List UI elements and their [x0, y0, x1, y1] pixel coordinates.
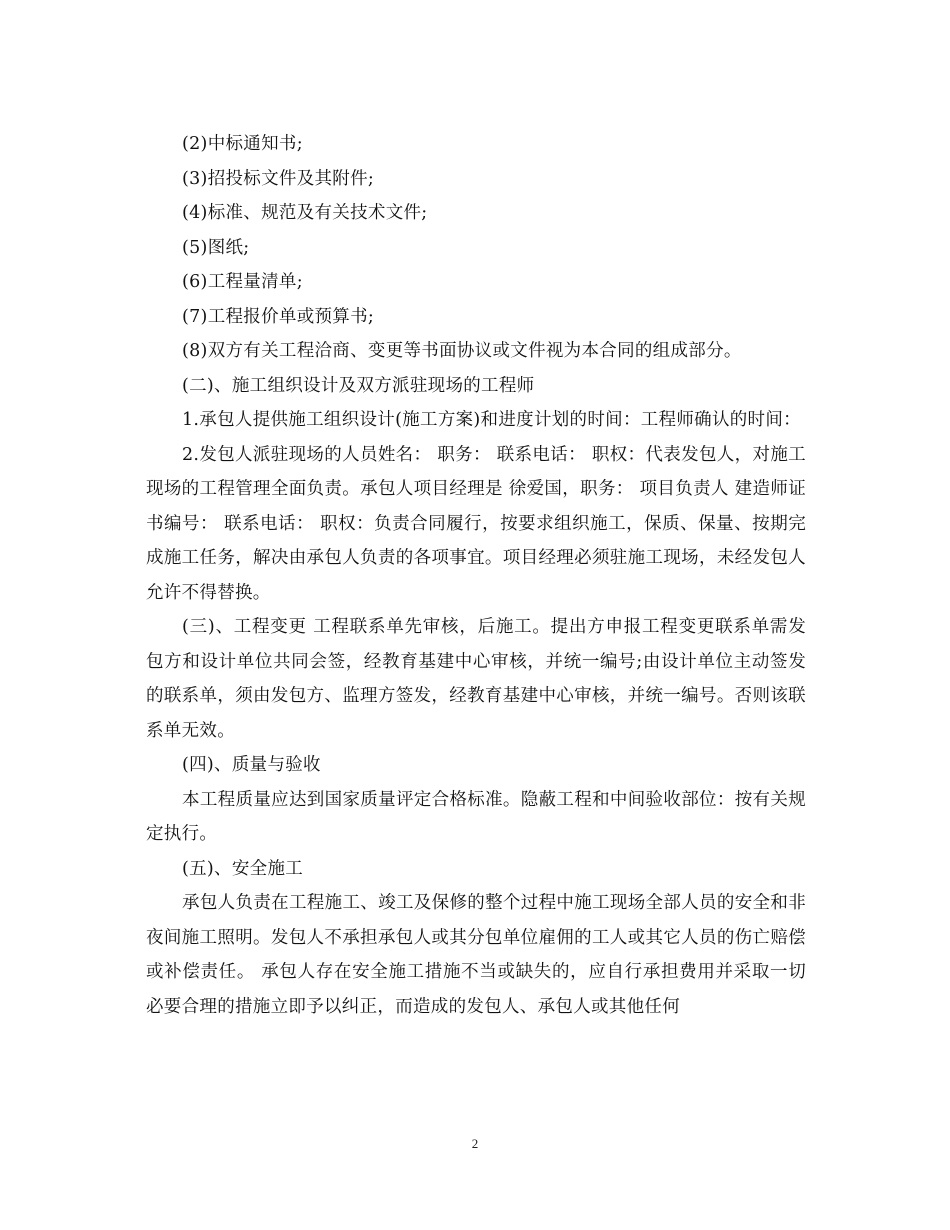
page-number: 2	[471, 1136, 479, 1151]
section-heading-5: (五)、安全施工	[182, 858, 304, 879]
paragraph-item-4: (4)标准、规范及有关技术文件;	[182, 203, 428, 223]
paragraph-clause-1: 1.承包人提供施工组织设计(施工方案)和进度计划的时间：工程师确认的时间：	[182, 410, 801, 430]
paragraph-quality: 本工程质量应达到国家质量评定合格标准。隐蔽工程和中间验收部位：按有关规定执行。	[146, 789, 806, 844]
paragraph-item-6: (6)工程量清单;	[182, 272, 303, 292]
paragraph-item-2: (2)中标通知书;	[182, 134, 303, 154]
section-heading-2: (二)、施工组织设计及双方派驻现场的工程师	[182, 375, 535, 396]
paragraph-item-3: (3)招投标文件及其附件;	[182, 168, 375, 189]
paragraph-clause-2: 2.发包人派驻现场的人员姓名： 职务： 联系电话： 职权：代表发包人，对施工现场的工程管理全面负责。承包人项目经理是 徐爱国，职务： 项目负责人 建造师证书编号： 联系电话： 职权：负责合同履行，按要求组织施工，保质、保量、按期完成施工任务，解决由承包人负责的各项事宜。项目经理必须驻施工现场，未经发包人允许不得替换。	[146, 444, 806, 603]
document-body	[146, 127, 806, 1024]
paragraph-safety: 承包人负责在工程施工、竣工及保修的整个过程中施工现场全部人员的安全和非夜间施工照明。发包人不承担承包人或其分包单位雇佣的工人或其它人员的伤亡赔偿或补偿责任。 承包人存在安全施工措施不当或缺失的，应自行承担费用并采取一切必要合理的措施立即予以纠正，而造成的发包人、承包人或其他任何	[146, 893, 806, 1017]
paragraph-item-5: (5)图纸;	[182, 237, 250, 258]
paragraph-section-3: (三)、工程变更 工程联系单先审核，后施工。提出方申报工程变更联系单需发包方和设计单位共同会签，经教育基建中心审核，并统一编号;由设计单位主动签发的联系单，须由发包方、监理方签发，经教育基建中心审核，并统一编号。否则该联系单无效。	[146, 617, 806, 741]
paragraph-item-8: (8)双方有关工程洽商、变更等书面协议或文件视为本合同的组成部分。	[182, 341, 742, 361]
paragraph-item-7: (7)工程报价单或预算书;	[182, 306, 375, 327]
section-heading-4: (四)、质量与验收	[182, 755, 321, 775]
